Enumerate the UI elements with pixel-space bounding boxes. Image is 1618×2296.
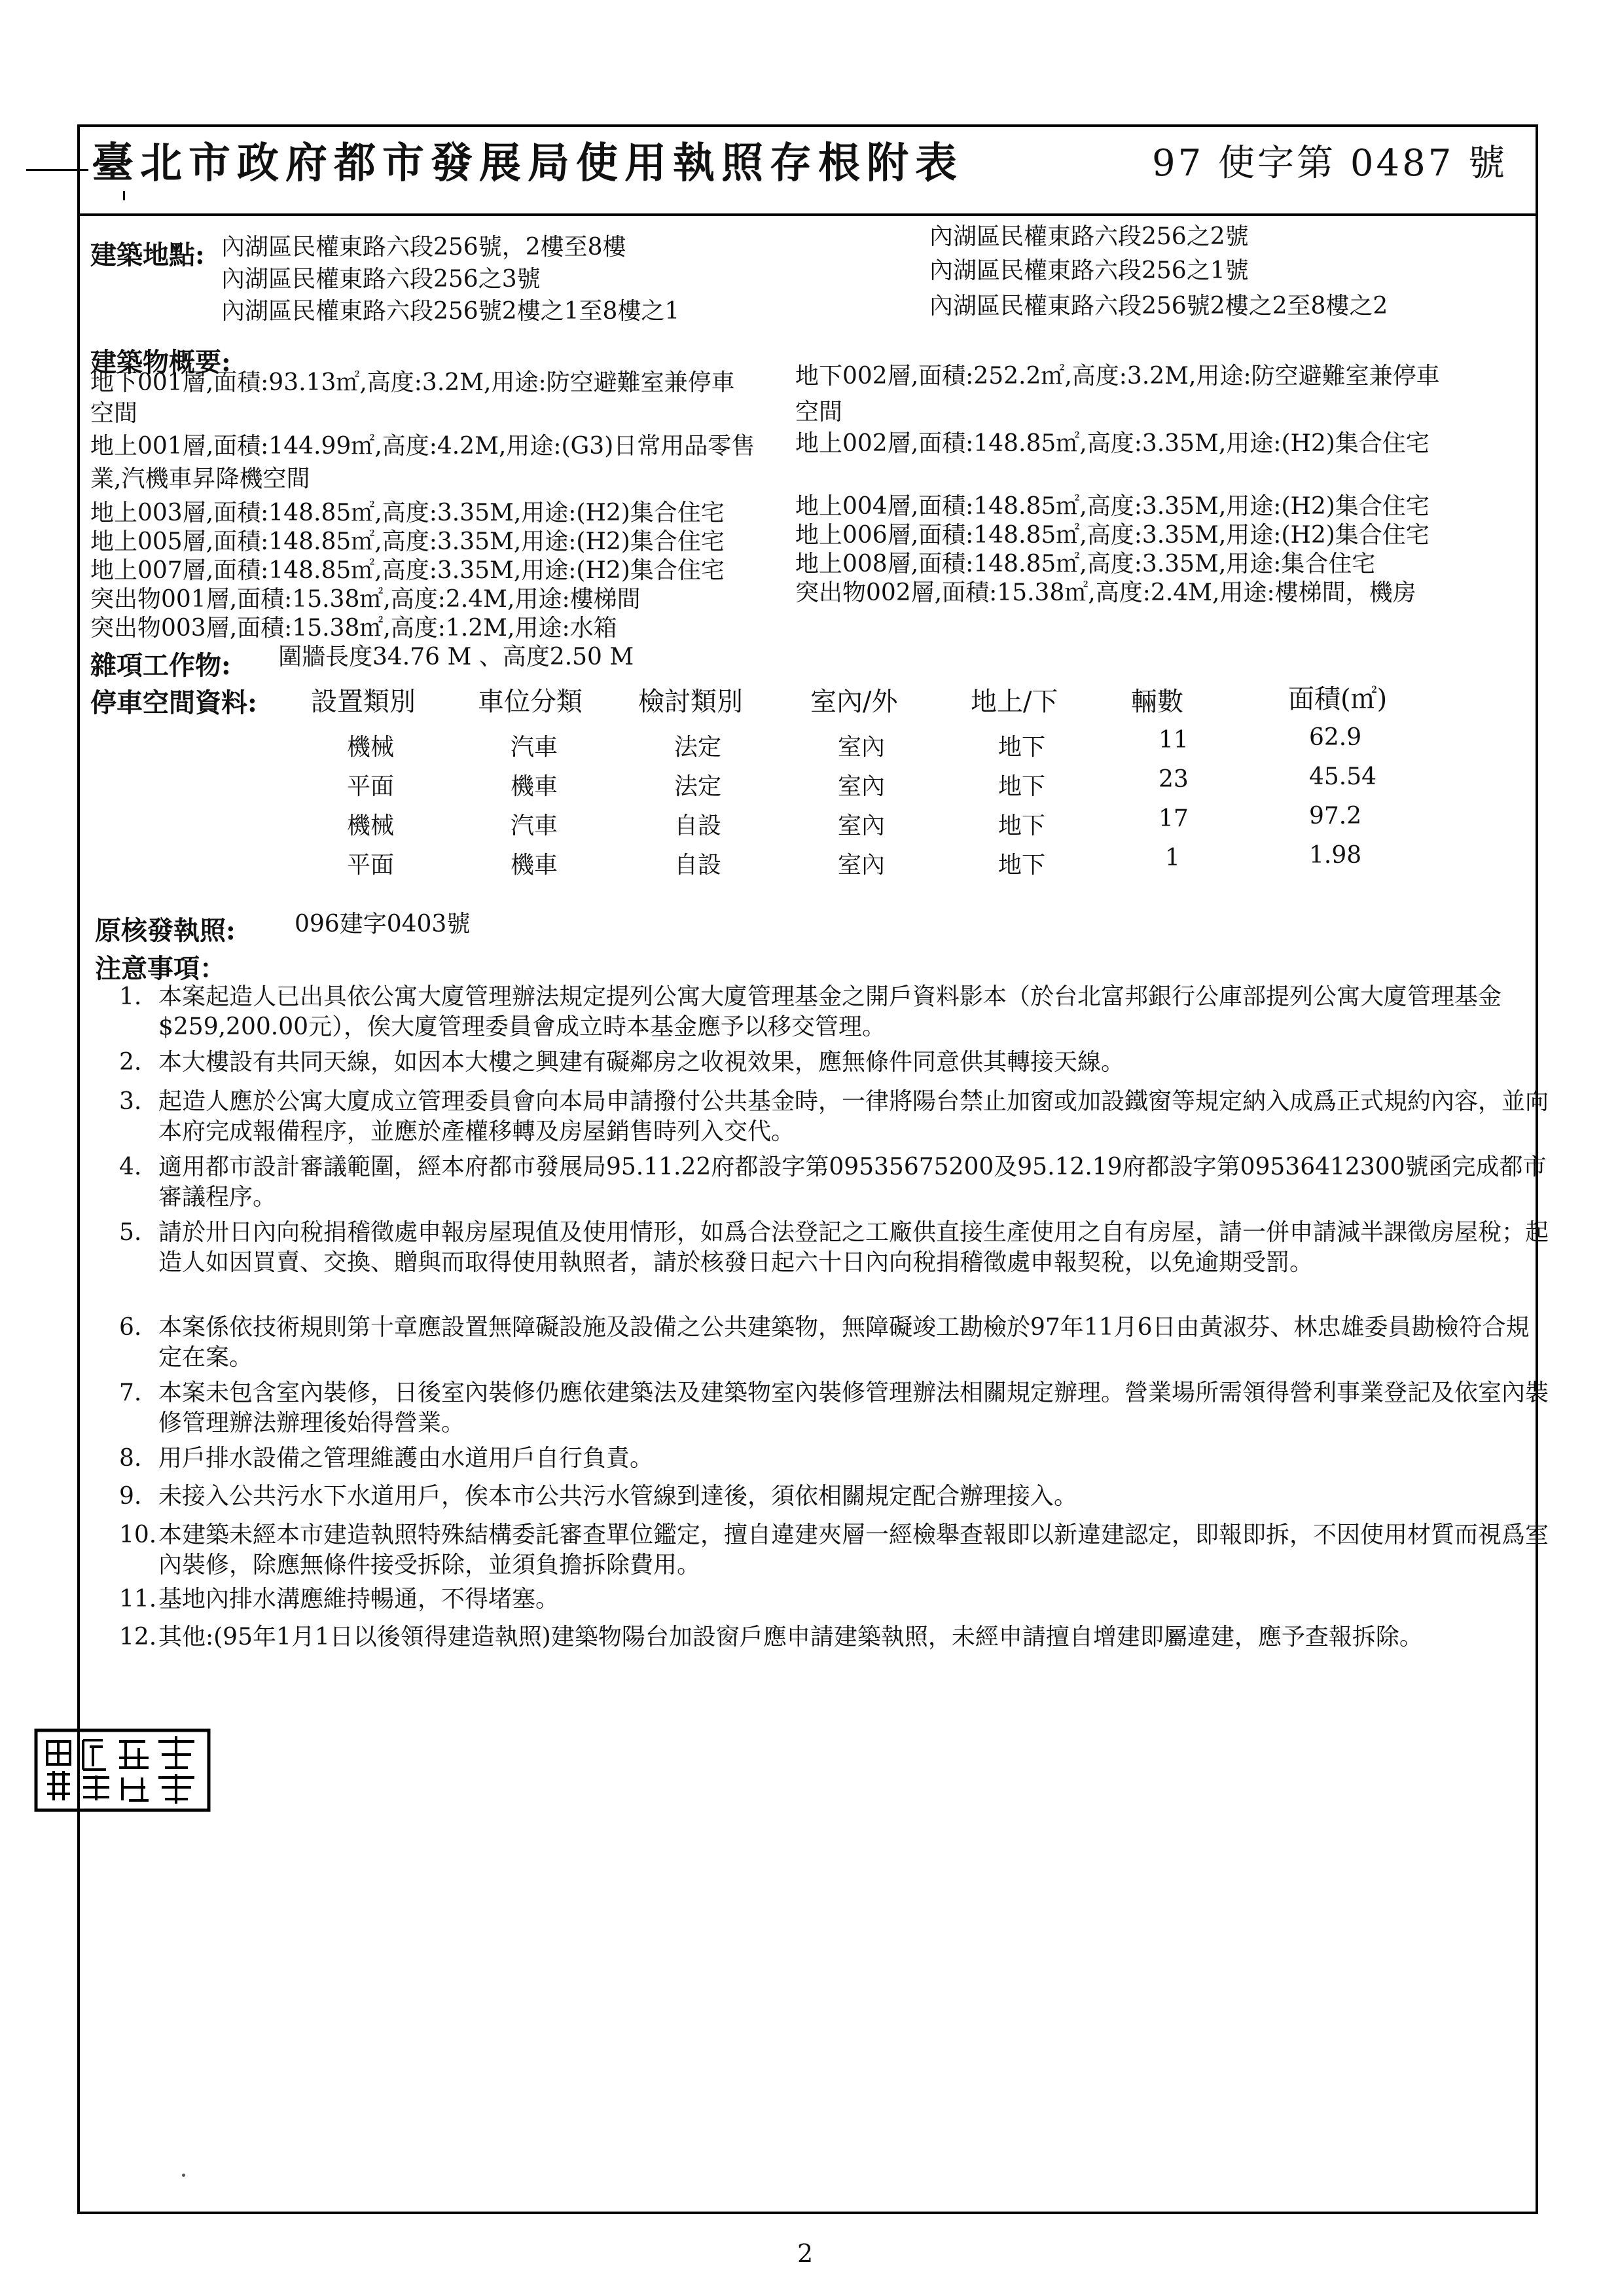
note-number: 9. [119,1483,142,1510]
note-number: 12. [119,1624,157,1650]
address-right-line: 內湖區民權東路六段256之1號 [929,257,1249,284]
document-title: 臺北市政府都市發展局使用執照存根附表 [92,139,963,188]
table-cell: 平面 [347,852,395,879]
note-text: 起造人應於公寓大廈成立管理委員會向本局申請撥付公共基金時，一律將陽台禁止加窗或加設鐵窗等規定納入成爲正式規約內容，並向本府完成報備程序，並應於產權移轉及房屋銷售時列入交代。 [158,1088,1549,1145]
note-number: 1. [119,983,142,1010]
table-cell: 地下 [998,812,1046,839]
table-cell: 17 [1159,805,1189,832]
overview-right-line: 地上006層,面積:148.85㎡,高度:3.35M,用途:(H2)集合住宅 [795,522,1429,549]
table-cell: 地下 [998,734,1046,761]
overview-line: 地上001層,面積:144.99㎡,高度:4.2M,用途:(G3)日常用品零售 [90,433,755,460]
note-text: 其他:(95年1月1日以後領得建造執照)建築物陽台加設窗戶應申請建築執照，未經申請擅自增建即屬違建，應予查報拆除。 [158,1624,1423,1650]
note-number: 11. [119,1586,157,1613]
overview-line: 突出物001層,面積:15.38㎡,高度:2.4M,用途:樓梯間 [90,586,641,613]
note-item [119,1048,1553,1078]
note-text: 適用都市設計審議範圍，經本府都市發展局95.11.22府都設字第09535675200及95.12.19府都設字第09536412300號函完成都市審議程序。 [158,1154,1547,1211]
note-item [119,1622,1553,1652]
table-cell: 機車 [511,773,558,800]
note-text: 本案未包含室內裝修，日後室內裝修仍應依建築法及建築物室內裝修管理辦法相關規定辦理。營業場所需領得營利事業登記及依室內裝修管理辦法辦理後始得營業。 [158,1379,1549,1436]
note-item [119,1087,1553,1145]
table-cell: 地下 [998,852,1046,879]
address-left-line: 內湖區民權東路六段256號2樓之1至8樓之1 [221,298,680,325]
table-cell: 機械 [347,734,395,761]
note-item [119,982,1553,1040]
notes-label: 注意事項： [95,953,226,984]
parking-header: 檢討類別 [638,687,743,717]
parking-header: 輛數 [1131,687,1183,717]
original-license-value: 096建字0403號 [295,911,471,938]
misc-works-value: 圍牆長度34.76 M 、高度2.50 M [278,644,634,670]
document-number: 97 使字第 0487 號 [1152,142,1508,185]
table-cell: 自設 [674,852,722,879]
overview-label: 建築物概要: [90,347,231,378]
parking-header: 地上/下 [971,687,1058,717]
note-text: 用戶排水設備之管理維護由水道用戶自行負責。 [158,1445,654,1472]
overview-line: 地上005層,面積:148.85㎡,高度:3.35M,用途:(H2)集合住宅 [90,528,725,555]
table-cell: 室內 [838,852,886,879]
note-item [119,1482,1553,1512]
table-cell: 室內 [838,734,886,761]
overview-line: 業,汽機車昇降機空間 [90,465,310,492]
overview-right-line: 地上002層,面積:148.85㎡,高度:3.35M,用途:(H2)集合住宅 [795,430,1429,457]
misc-works-label: 雜項工作物: [90,650,231,681]
note-item [119,1378,1553,1436]
parking-header: 車位分類 [478,687,583,717]
note-number: 4. [119,1154,142,1180]
table-cell: 汽車 [511,734,558,761]
table-cell: 室內 [838,773,886,800]
note-item [119,1152,1553,1211]
note-text: 請於卅日內向稅捐稽徵處申報房屋現值及使用情形，如爲合法登記之工廠供直接生產使用之自有房屋，請一併申請減半課徵房屋稅；起造人如因買賣、交換、贈與而取得使用執照者，請於核發日起六十日內向稅捐稽徵處申報契稅，以免逾期受罰。 [158,1219,1549,1276]
table-cell: 62.9 [1309,724,1362,751]
note-number: 5. [119,1219,142,1246]
overview-line: 空間 [90,400,138,427]
overview-line: 突出物003層,面積:15.38㎡,高度:1.2M,用途:水箱 [90,615,617,642]
overview-line: 地上007層,面積:148.85㎡,高度:3.35M,用途:(H2)集合住宅 [90,557,725,584]
note-text: 本案係依技術規則第十章應設置無障礙設施及設備之公共建築物，無障礙竣工勘檢於97年11月6日由黃淑芬、林忠雄委員勘檢符合規定在案。 [158,1314,1530,1371]
address-label: 建築地點: [90,240,205,270]
note-number: 6. [119,1314,142,1341]
note-number: 8. [119,1445,142,1472]
note-number: 10. [119,1522,157,1548]
overview-right-line: 空間 [795,399,843,426]
header-rule [77,213,1538,216]
table-cell: 法定 [674,734,722,761]
note-item [119,1444,1553,1474]
address-left-line: 內湖區民權東路六段256之3號 [221,266,541,293]
parking-label: 停車空間資料: [90,687,257,718]
table-cell: 自設 [674,812,722,839]
overview-line: 地上003層,面積:148.85㎡,高度:3.35M,用途:(H2)集合住宅 [90,500,725,526]
table-cell: 1.98 [1309,842,1362,869]
table-cell: 室內 [838,812,886,839]
address-right-line: 內湖區民權東路六段256號2樓之2至8樓之2 [929,293,1388,319]
table-cell: 1 [1165,845,1180,871]
note-number: 2. [119,1049,142,1076]
table-cell: 地下 [998,773,1046,800]
note-item [119,1218,1553,1276]
table-cell: 11 [1159,727,1189,754]
page-number: 2 [797,2239,814,2268]
overview-right-line: 突出物002層,面積:15.38㎡,高度:2.4M,用途:樓梯間，機房 [795,579,1416,606]
note-number: 3. [119,1088,142,1115]
parking-header: 設置類別 [311,687,416,717]
address-left-line: 內湖區民權東路六段256號，2樓至8樓 [221,234,626,261]
table-cell: 法定 [674,773,722,800]
note-text: 基地內排水溝應維持暢通，不得堵塞。 [158,1586,560,1613]
parking-header: 面積(㎡) [1288,684,1388,714]
note-item [119,1584,1553,1614]
parking-header: 室內/外 [810,687,898,717]
table-cell: 97.2 [1309,803,1362,829]
scan-speck [182,2174,185,2177]
overview-line: 地下001層,面積:93.13㎡,高度:3.2M,用途:防空避難室兼停車 [90,369,735,396]
note-number: 7. [119,1379,142,1406]
table-cell: 23 [1159,766,1189,793]
note-item [119,1520,1553,1578]
table-cell: 平面 [347,773,395,800]
note-text: 本建築未經本市建造執照特殊結構委託審查單位鑑定，擅自違建夾層一經檢舉查報即以新違建認定，即報即拆，不因使用材質而視爲室內裝修，除應無條件接受拆除，並須負擔拆除費用。 [158,1522,1549,1578]
overview-right-line: 地上008層,面積:148.85㎡,高度:3.35M,用途:集合住宅 [795,551,1376,577]
overview-right-line: 地上004層,面積:148.85㎡,高度:3.35M,用途:(H2)集合住宅 [795,493,1429,520]
table-cell: 45.54 [1309,763,1377,790]
official-seal-icon [34,1728,211,1812]
note-text: 未接入公共污水下水道用戶，俟本市公共污水管線到達後，須依相關規定配合辦理接入。 [158,1483,1078,1510]
address-right-line: 內湖區民權東路六段256之2號 [929,223,1249,250]
note-item [119,1313,1553,1371]
original-license-label: 原核發執照: [95,915,236,946]
table-cell: 機車 [511,852,558,879]
table-cell: 汽車 [511,812,558,839]
table-cell: 機械 [347,812,395,839]
note-text: 本大樓設有共同天線，如因本大樓之興建有礙鄰房之收視效果，應無條件同意供其轉接天線。 [158,1049,1125,1076]
overview-right-line: 地下002層,面積:252.2㎡,高度:3.2M,用途:防空避難室兼停車 [795,363,1440,390]
note-text: 本案起造人已出具依公寓大廈管理辦法規定提列公寓大廈管理基金之開戶資料影本（於台北富邦銀行公庫部提列公寓大廈管理基金$259,200.00元），俟大廈管理委員會成立時本基金應予以移交管理。 [158,983,1502,1040]
